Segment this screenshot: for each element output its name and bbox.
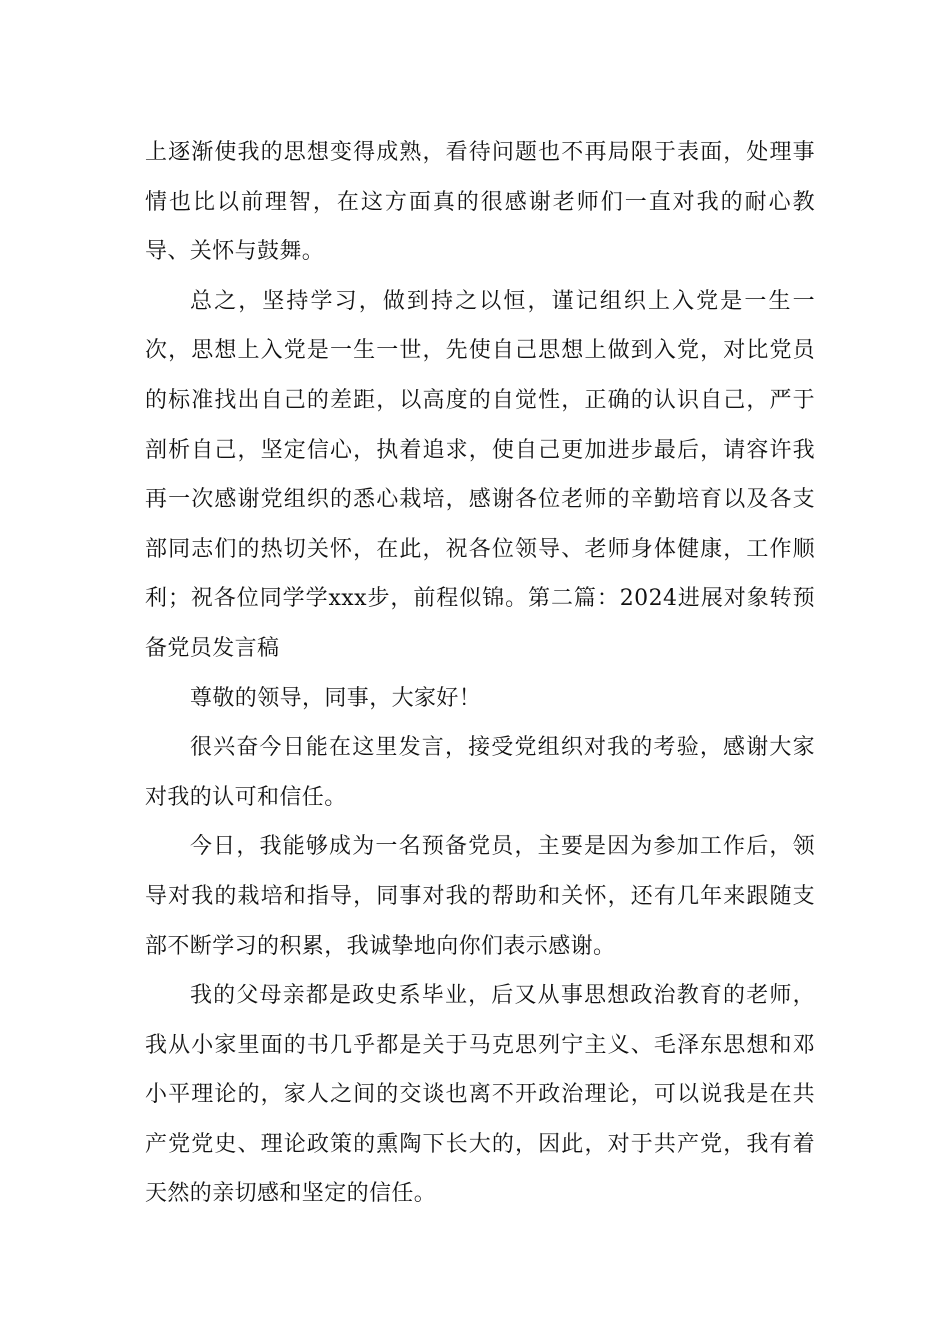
paragraph-conclusion: 总之，坚持学习，做到持之以恒，谨记组织上入党是一生一次，思想上入党是一生一世，先使自己思想上做到入党，对比党员的标准找出自己的差距，以高度的自觉性，正确的认识自己，严于剖析自己，坚定信心，执着追求，使自己更加进步最后，请容许我再一次感谢党组织的悉心栽培，感谢各位老师的辛勤培育以及各支部同志们的热切关怀，在此，祝各位领导、老师身体健康，工作顺利；祝各位同学学xxx步，前程似锦。第二篇：2024进展对象转预备党员发言稿 — [145, 288, 815, 661]
paragraph-family-background: 我的父母亲都是政史系毕业，后又从事思想政治教育的老师，我从小家里面的书几乎都是关于马克思列宁主义、毛泽东思想和邓小平理论的，家人之间的交谈也离不开政治理论，可以说我是在共产党党史、理论政策的熏陶下长大的，因此，对于共产党，我有着天然的亲切感和坚定的信任。 — [145, 983, 815, 1207]
paragraph-greeting: 尊敬的领导，同事，大家好！ — [190, 685, 482, 711]
paragraph-continuation: 上逐渐使我的思想变得成熟，看待问题也不再局限于表面，处理事情也比以前理智，在这方面真的很感谢老师们一直对我的耐心教导、关怀与鼓舞。 — [145, 140, 815, 265]
paragraph-thanks: 很兴奋今日能在这里发言，接受党组织对我的考验，感谢大家对我的认可和信任。 — [145, 735, 815, 810]
paragraph-gratitude: 今日，我能够成为一名预备党员，主要是因为参加工作后，领导对我的栽培和指导，同事对我的帮助和关怀，还有几年来跟随支部不断学习的积累，我诚挚地向你们表示感谢。 — [145, 834, 815, 959]
document-body — [145, 128, 815, 1219]
